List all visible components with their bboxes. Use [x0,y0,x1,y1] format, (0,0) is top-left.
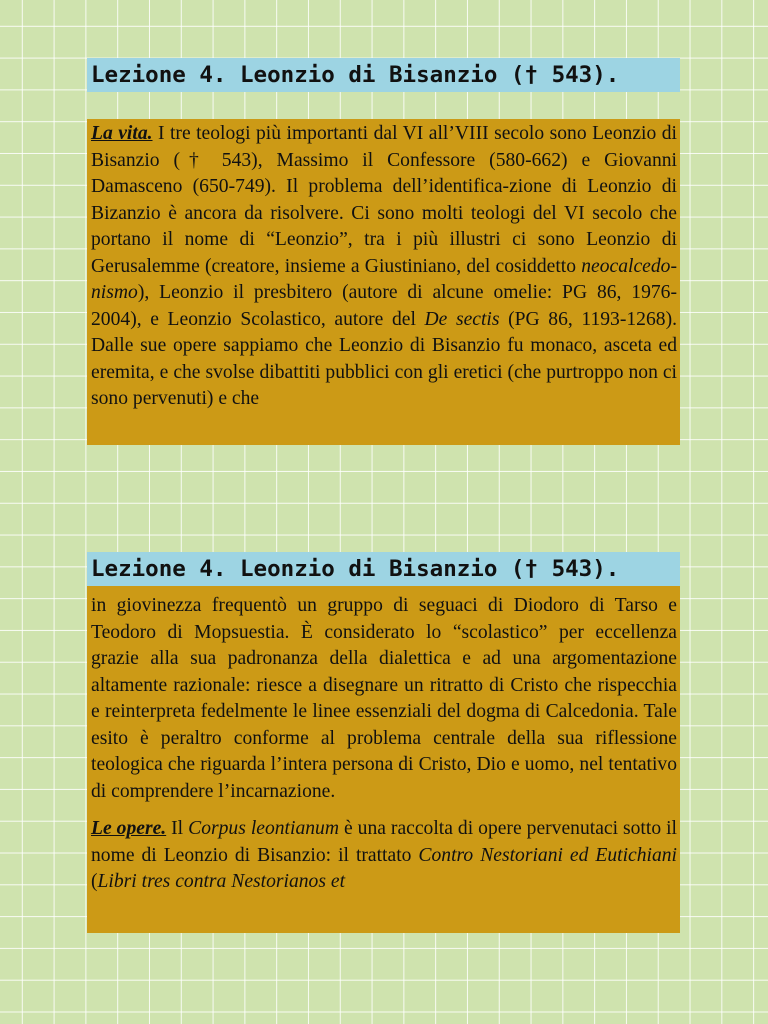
italic-title-de-sectis: De sectis [424,308,500,330]
text-run: ), Leonzio il presbitero (autore di alcune omelie: PG 86, 1976-2004), e Leonzio Scolastico, autore del [91,282,677,330]
paragraph-la-vita [91,121,677,413]
text-run: Il [166,818,189,839]
slide-title: Lezione 4. Leonzio di Bisanzio († 543). [87,58,680,92]
italic-title-corpus-leontianum: Corpus leontianum [188,818,339,839]
text-run: è una raccolta di opere pervenutaci sotto il nome di Leonzio di Bisanzio: il trattato [91,818,677,866]
section-heading-la-vita: La vita. [91,123,153,144]
text-run: ( [91,871,98,892]
slide-body [87,586,680,933]
paragraph-continuation: in giovinezza frequentò un gruppo di seguaci di Diodoro di Tarso e Teodoro di Mopsuestia. È considerato lo “scolastico” per eccellenza grazie alla sua padronanza della dialettica e ad una argomentazione altamente razionale: riesce a disegnare un ritratto di Cristo che rispecchia e reinterpreta fedelmente le linee essenziali del dogma di Calcedonia. Tale esito è peraltro conforme al problema centrale della sua riflessione teologica che riguarda l’intera persona di Cristo, Dio e uomo, nel tentativo di comprendere l’incarnazione. [91,595,677,802]
text-run: I tre teologi più importanti dal VI all’VIII secolo sono Leonzio di Bisanzio († 543), Massimo il Confessore (580-662) e Giovanni Damasceno (650-749). Il problema dell’identifica-zione di Leonzio di Bizanzio è ancora da risolvere. Ci sono molti teologi del VI secolo che portano il nome di “Leonzio”, tra i più illustri ci sono Leonzio di Gerusalemme (creatore, insieme a Giustiniano, del cosiddetto [91,123,677,277]
italic-title-libri-tres: Libri tres contra Nestorianos et [97,871,346,892]
text-run: (PG 86, 1193-1268). Dalle sue opere sappiamo che Leonzio di Bisanzio fu monaco, asceta ed eremita, e che svolse dibattiti pubblici con gli eretici (che purtroppo non ci sono pervenuti) e che [91,308,677,409]
italic-term-neocalcedonismo: neocalcedo-nismo [91,255,677,303]
slide-title: Lezione 4. Leonzio di Bisanzio († 543). [87,552,680,586]
paragraph-le-opere [91,816,677,896]
italic-title-contro-nestoriani: Contro Nestoriani ed Eutichiani [418,844,678,866]
slide-body [87,119,680,445]
section-heading-le-opere: Le opere. [91,818,167,839]
